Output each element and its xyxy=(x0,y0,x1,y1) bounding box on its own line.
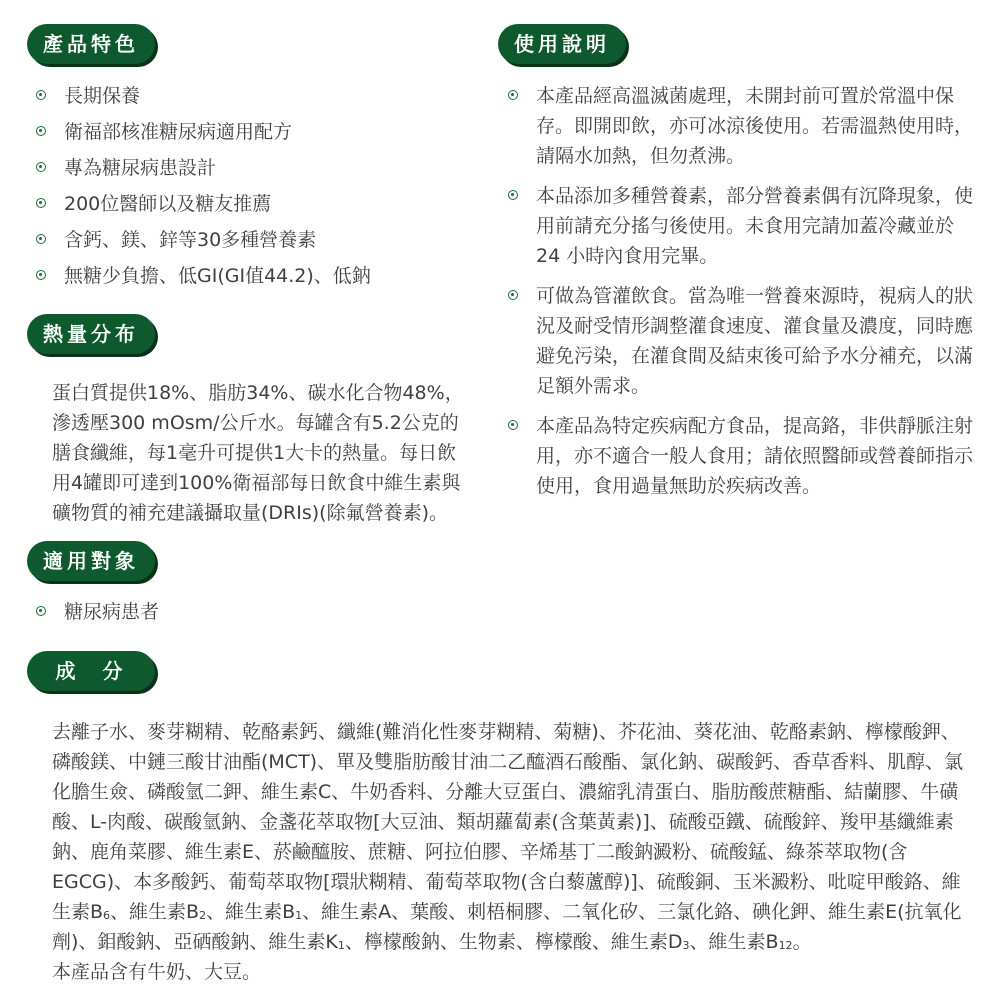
bullet-icon xyxy=(36,90,46,100)
bullet-icon xyxy=(508,420,518,430)
calorie-distribution-text: 蛋白質提供18%、脂肪34%、碳水化合物48%，滲透壓300 mOsm/公斤水。每罐含有5.2公克的膳食纖維，每1毫升可提供1大卡的熱量。每日飲用4罐即可達到100%衛福部每日飲食中維生素與礦物質的補充建議攝取量(DRIs)(除氟營養素)。 xyxy=(52,382,464,524)
bullet-icon xyxy=(508,90,518,100)
bullet-icon xyxy=(36,234,46,244)
list-item: 200位醫師以及糖友推薦 xyxy=(34,189,474,219)
bullet-icon xyxy=(36,198,46,208)
bullet-icon xyxy=(508,290,518,300)
target-list xyxy=(34,597,474,627)
list-item: 長期保養 xyxy=(34,81,474,111)
section-badge-usage: 使用說明 xyxy=(498,24,626,64)
section-badge-calories: 熱量分布 xyxy=(27,314,155,354)
bullet-icon xyxy=(36,162,46,172)
section-badge-ingredients: 成 分 xyxy=(27,651,155,691)
bullet-icon xyxy=(36,126,46,136)
section-badge-features: 產品特色 xyxy=(27,24,155,64)
usage-list xyxy=(506,81,978,511)
features-list xyxy=(34,81,474,297)
list-item: 本品添加多種營養素，部分營養素偶有沉降現象，使用前請充分搖勻後使用。未食用完請加蓋冷藏並於 24 小時內食用完畢。 xyxy=(506,181,978,271)
allergen-notice: 本產品含有牛奶、大豆。 xyxy=(52,961,262,983)
list-item: 本產品為特定疾病配方食品，提高鉻，非供靜脈注射用，亦不適合一般人食用；請依照醫師或營養師指示使用，食用過量無助於疾病改善。 xyxy=(506,411,978,501)
list-item: 可做為管灌飲食。當為唯一營養來源時，視病人的狀況及耐受情形調整灌食速度、灌食量及濃度，同時應避免污染，在灌食間及結束後可給予水分補充，以滿足額外需求。 xyxy=(506,281,978,401)
list-item: 無糖少負擔、低GI(GI值44.2)、低鈉 xyxy=(34,261,474,291)
list-item: 專為糖尿病患設計 xyxy=(34,153,474,183)
bullet-icon xyxy=(508,190,518,200)
bullet-icon xyxy=(36,606,46,616)
list-item: 本產品經高溫滅菌處理，未開封前可置於常溫中保存。即開即飲，亦可冰涼後使用。若需溫熱使用時，請隔水加熱，但勿煮沸。 xyxy=(506,81,978,171)
ingredients-text: 去離子水、麥芽糊精、乾酪素鈣、纖維(難消化性麥芽糊精、菊糖)、芥花油、葵花油、乾酪素鈉、檸檬酸鉀、磷酸鎂、中鏈三酸甘油酯(MCT)、單及雙脂肪酸甘油二乙醯酒石酸酯、氯化鈉、碳酸鈣、香草香料、肌醇、氯化膽生僉、磷酸氫二鉀、維生素C、牛奶香料、分離大豆蛋白、濃縮乳清蛋白、脂肪酸蔗糖酯、結蘭膠、牛磺酸、L-肉酸、碳酸氫鈉、金盞花萃取物[大豆油、類胡蘿蔔素(含葉黃素)]、硫酸亞鐵、硫酸鋅、羧甲基纖維素鈉、鹿角菜膠、維生素E、菸鹼醯胺、蔗糖、阿拉伯膠、辛烯基丁二酸鈉澱粉、硫酸錳、綠茶萃取物(含EGCG)、本多酸鈣、葡萄萃取物[環狀糊精、葡萄萃取物(含白藜蘆醇)]、硫酸銅、玉米澱粉、吡啶甲酸鉻、維生素$B_6$、維生素$B_2$、維生素$B_1$、維生素A、葉酸、刺梧桐膠、二氧化矽、三氯化鉻、碘化鉀、維生素E(抗氧化劑)、鉬酸鈉、亞硒酸鈉、維生素$K_1$、檸檬酸鈉、生物素、檸檬酸、維生素$D_3$、維生素$B_{12}$。 本產品含有牛奶、大豆。 xyxy=(52,721,964,983)
bullet-icon xyxy=(36,270,46,280)
list-item: 衛福部核准糖尿病適用配方 xyxy=(34,117,474,147)
section-badge-target: 適用對象 xyxy=(27,541,155,581)
list-item: 含鈣、鎂、鋅等30多種營養素 xyxy=(34,225,474,255)
list-item: 糖尿病患者 xyxy=(34,597,474,627)
